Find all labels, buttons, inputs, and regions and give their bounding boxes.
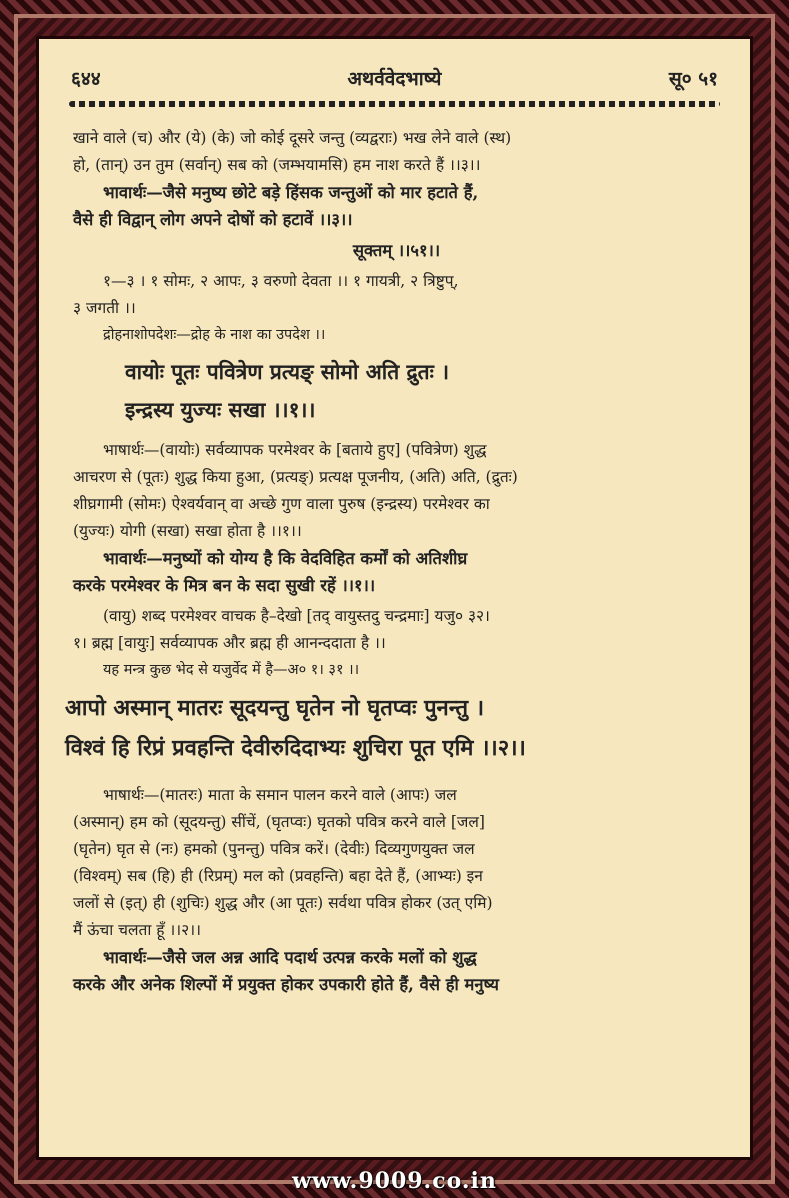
bhashartha-line: (घृतेन) घृत से (नः) हमको (पुनन्तु) पवित्र करें। (देवीः) दिव्यगुणयुक्त जल [73, 840, 475, 858]
bhashartha-line: शीघ्रगामी (सोमः) ऐश्वर्यवान् वा अच्छे गुण वाला पुरुष (इन्द्रस्य) परमेश्वर का [73, 495, 490, 513]
bhashartha-line: भाषार्थः—(मातरः) माता के समान पालन करने वाले (आपः) जल [103, 786, 457, 804]
bhashartha-line: (युज्यः) योगी (सखा) सखा होता है ।।१।। [73, 522, 302, 540]
bhashartha-line: मैं ऊंचा चलता हूँ ।।२।। [73, 921, 201, 939]
bhavartha-line: करके और अनेक शिल्पों में प्रयुक्त होकर उपकारी होते हैं, वैसे ही मनुष्य [73, 975, 499, 994]
note-line: (वायु) शब्द परमेश्वर वाचक है–देखो [तद् वायुस्तदु चन्द्रमाः] यजु० ३२। [103, 607, 490, 625]
mantra-line: वायोः पूतः पवित्रेण प्रत्यङ् सोमो अति द्रुतः । [125, 359, 450, 384]
header-rule [69, 101, 720, 107]
mantra-line: विश्वं हि रिप्रं प्रवहन्ति देवीरुदिदाभ्यः शुचिरा पूत एमि ।।२।। [65, 735, 526, 761]
bhashartha-line: जलों से (इत्) ही (शुचिः) शुद्ध और (आ पूतः) सर्वथा पवित्र होकर (उत् एमि) [73, 894, 493, 912]
bhavartha-line: भावार्थः—जैसे मनुष्य छोटे बड़े हिंसक जन्तुओं को मार हटाते हैं, [103, 183, 479, 202]
upadesha-line: द्रोहनाशोपदेशः—द्रोह के नाश का उपदेश ।। [103, 327, 326, 343]
bhavartha-line: भावार्थः—मनुष्यों को योग्य है कि वेदविहित कर्मों को अतिशीघ्र [103, 549, 468, 568]
book-page [36, 36, 753, 1160]
sukta-heading: सूक्तम् ।।५१।। [352, 241, 441, 260]
note-line: १। ब्रह्म [वायुः] सर्वव्यापक और ब्रह्म ही आनन्ददाता है ।। [73, 634, 386, 652]
page-body [65, 125, 720, 998]
running-title: अथर्ववेदभाष्ये [347, 68, 442, 90]
devata-line: १—३ । १ सोमः, २ आपः, ३ वरुणो देवता ।। १ गायत्री, २ त्रिष्टुप्, [103, 272, 459, 290]
bhashartha-line: (विश्वम्) सब (हि) ही (रिप्रम्) मल को (प्रवहन्ति) बहा देते हैं, (आभ्यः) इन [73, 867, 483, 885]
mantra-line: आपो अस्मान् मातरः सूदयन्तु घृतेन नो घृतप्वः पुनन्तु । [65, 695, 485, 721]
bhashartha-line: भाषार्थः—(वायोः) सर्वव्यापक परमेश्वर के [बताये हुए] (पवित्रेण) शुद्ध [103, 441, 487, 459]
mantra-line: इन्द्रस्य युज्यः सखा ।।१।। [125, 397, 316, 422]
text-line: हो, (तान्) उन तुम (सर्वान्) सब को (जम्भयामसि) हम नाश करते हैं ।।३।। [73, 156, 481, 174]
page-header [71, 65, 718, 93]
website-footer: www.9009.co.in [292, 1168, 497, 1194]
bhashartha-line: (अस्मान्) हम को (सूदयन्तु) सींचें, (घृतप्वः) घृतको पवित्र करने वाले [जल] [73, 813, 485, 831]
text-line: खाने वाले (च) और (ये) (के) जो कोई दूसरे जन्तु (व्यद्वराः) भख लेने वाले (स्थ) [73, 129, 512, 147]
bhavartha-line: करके परमेश्वर के मित्र बन के सदा सुखी रहें ।।१।। [73, 576, 376, 595]
note-line: यह मन्त्र कुछ भेद से यजुर्वेद में है—अ० १। ३१ ।। [103, 662, 360, 678]
bhavartha-line: वैसे ही विद्वान् लोग अपने दोषों को हटावें ।।३।। [73, 210, 353, 229]
page-number: ६४४ [71, 68, 101, 90]
bhashartha-line: आचरण से (पूतः) शुद्ध किया हुआ, (प्रत्यङ्) प्रत्यक्ष पूजनीय, (अति) अति, (द्रुतः) [73, 468, 518, 486]
sukta-number: सू० ५१ [668, 68, 718, 90]
devata-line: ३ जगती ।। [73, 299, 136, 317]
bhavartha-line: भावार्थः—जैसे जल अन्न आदि पदार्थ उत्पन्न करके मलों को शुद्ध [103, 948, 477, 967]
